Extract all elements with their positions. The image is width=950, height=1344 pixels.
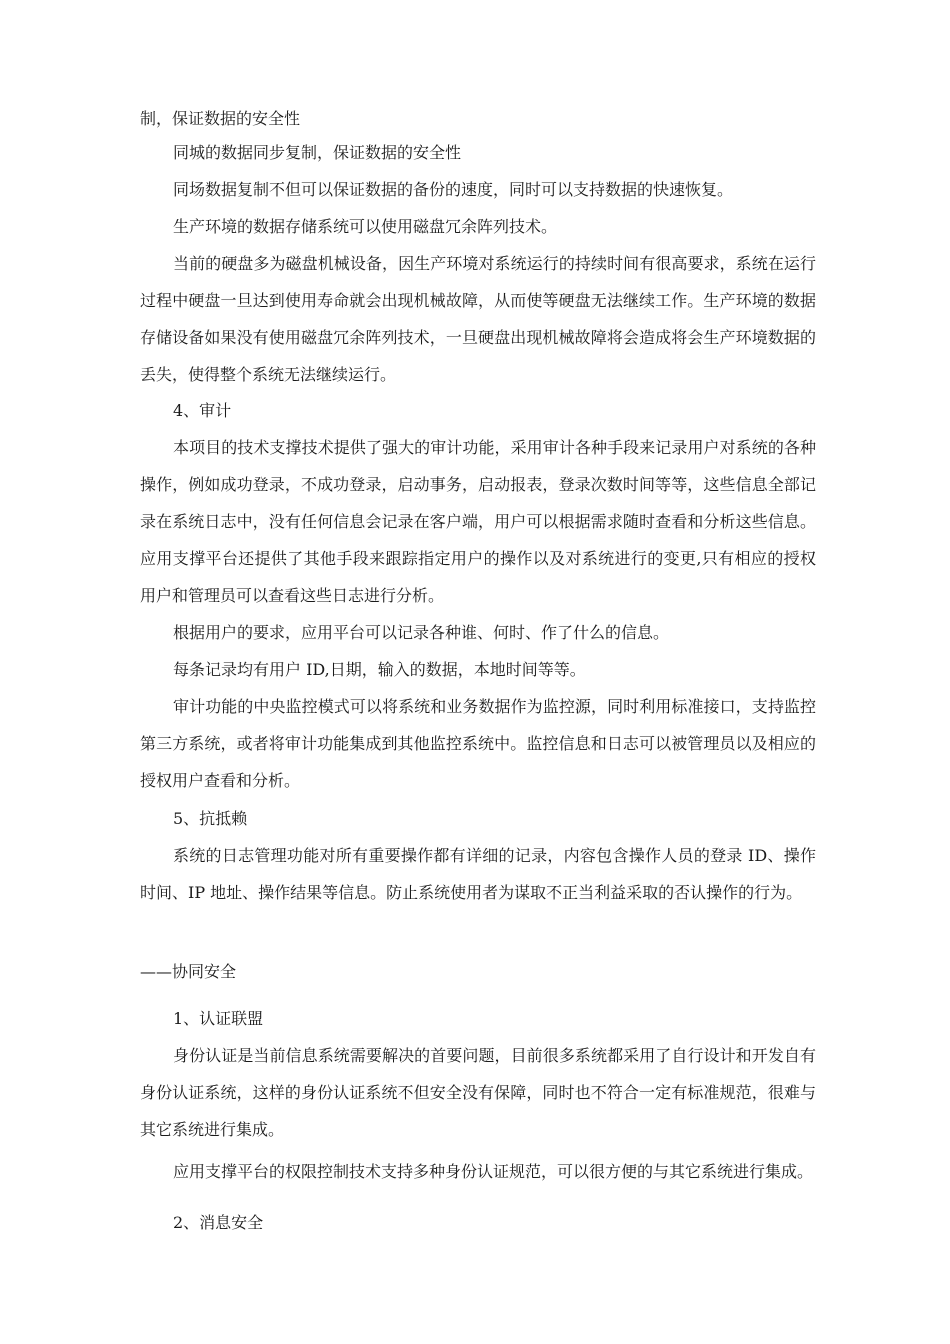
paragraph: 同场数据复制不但可以保证数据的备份的速度，同时可以支持数据的快速恢复。	[173, 180, 734, 199]
paragraph: 应用支撑平台的权限控制技术支持多种身份认证规范，可以很方便的与其它系统进行集成。	[173, 1162, 814, 1181]
paragraph: 同城的数据同步复制，保证数据的安全性	[173, 143, 462, 162]
paragraph: 系统的日志管理功能对所有重要操作都有详细的记录，内容包含操作人员的登录 ID、操作时间、IP 地址、操作结果等信息。防止系统使用者为谋取不正当利益采取的否认操作的行为。	[140, 846, 816, 902]
section-heading: 4、审计	[173, 401, 232, 420]
section-heading: 2、消息安全	[173, 1213, 264, 1232]
section-heading: ——协同安全	[140, 962, 237, 981]
section-heading: 1、认证联盟	[173, 1009, 264, 1028]
paragraph: 审计功能的中央监控模式可以将系统和业务数据作为监控源，同时利用标准接口，支持监控第三方系统，或者将审计功能集成到其他监控系统中。监控信息和日志可以被管理员以及相应的授权用户查看和分析。	[140, 697, 816, 790]
paragraph: 生产环境的数据存储系统可以使用磁盘冗余阵列技术。	[173, 217, 558, 236]
paragraph: 当前的硬盘多为磁盘机械设备，因生产环境对系统运行的持续时间有很高要求，系统在运行过程中硬盘一旦达到使用寿命就会出现机械故障，从而使等硬盘无法继续工作。生产环境的数据存储设备如果没有使用磁盘冗余阵列技术，一旦硬盘出现机械故障将会造成将会生产环境数据的丢失，使得整个系统无法继续运行。	[140, 254, 816, 384]
paragraph: 制，保证数据的安全性	[140, 109, 301, 128]
paragraph: 身份认证是当前信息系统需要解决的首要问题，目前很多系统都采用了自行设计和开发自有身份认证系统，这样的身份认证系统不但安全没有保障，同时也不符合一定有标准规范，很难与其它系统进行集成。	[140, 1046, 816, 1139]
paragraph: 本项目的技术支撑技术提供了强大的审计功能，采用审计各种手段来记录用户对系统的各种操作，例如成功登录，不成功登录，启动事务，启动报表，登录次数时间等等，这些信息全部记录在系统日志中，没有任何信息会记录在客户端，用户可以根据需求随时查看和分析这些信息。应用支撑平台还提供了其他手段来跟踪指定用户的操作以及对系统进行的变更,只有相应的授权用户和管理员可以查看这些日志进行分析。	[140, 438, 816, 605]
paragraph: 根据用户的要求，应用平台可以记录各种谁、何时、作了什么的信息。	[173, 623, 670, 642]
section-heading: 5、抗抵赖	[173, 809, 248, 828]
paragraph: 每条记录均有用户 ID,日期，输入的数据，本地时间等等。	[173, 660, 586, 679]
